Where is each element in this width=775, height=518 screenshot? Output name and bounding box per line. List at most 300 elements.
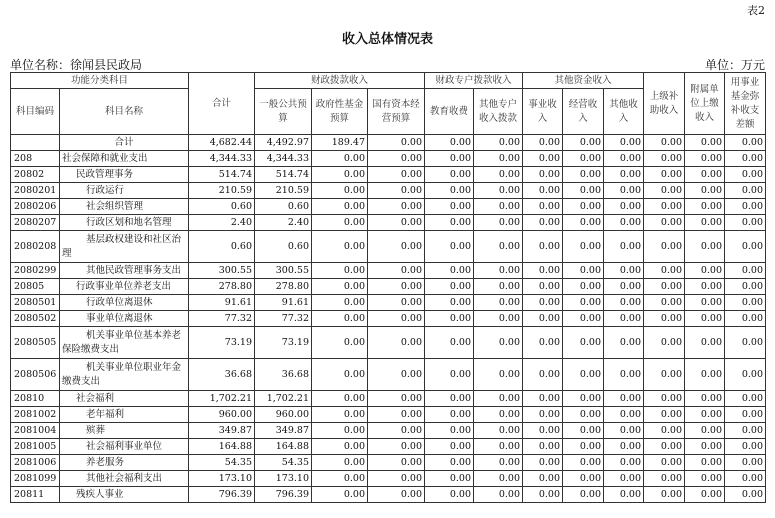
row-value: 0.00 <box>474 391 523 407</box>
row-value: 0.00 <box>685 167 725 183</box>
row-code: 20810 <box>11 391 60 407</box>
row-value: 0.00 <box>604 135 644 151</box>
table-row <box>11 183 766 199</box>
row-value: 0.00 <box>644 167 685 183</box>
row-value: 0.00 <box>725 263 766 279</box>
row-value: 0.00 <box>644 359 685 391</box>
row-value: 0.00 <box>563 327 604 359</box>
row-value: 0.00 <box>523 471 563 487</box>
row-code: 20811 <box>11 487 60 503</box>
row-value: 0.00 <box>523 359 563 391</box>
row-value: 0.00 <box>312 391 368 407</box>
row-value: 0.00 <box>368 391 425 407</box>
row-value: 0.00 <box>312 183 368 199</box>
row-name: 机关事业单位基本养老保险缴费支出 <box>60 327 189 359</box>
row-value: 0.00 <box>425 135 474 151</box>
row-value: 0.00 <box>725 199 766 215</box>
row-name: 基层政权建设和社区治理 <box>60 231 189 263</box>
row-value: 0.00 <box>563 487 604 503</box>
row-value: 0.00 <box>474 455 523 471</box>
row-value: 0.00 <box>368 135 425 151</box>
row-code: 208 <box>11 151 60 167</box>
row-value: 0.00 <box>725 231 766 263</box>
row-code: 2081099 <box>11 471 60 487</box>
header-func-cat: 功能分类科目 <box>11 73 189 89</box>
table-row <box>11 359 766 391</box>
table-row <box>11 391 766 407</box>
row-value: 0.00 <box>312 199 368 215</box>
row-value: 0.00 <box>523 199 563 215</box>
row-value: 0.00 <box>425 151 474 167</box>
row-name: 残疾人事业 <box>60 487 189 503</box>
row-value: 0.00 <box>604 311 644 327</box>
row-value: 54.35 <box>255 455 312 471</box>
row-value: 0.00 <box>474 423 523 439</box>
income-table <box>10 72 766 503</box>
row-value: 4,492.97 <box>255 135 312 151</box>
row-value: 0.00 <box>604 167 644 183</box>
row-value: 514.74 <box>189 167 255 183</box>
row-value: 960.00 <box>255 407 312 423</box>
table-row <box>11 455 766 471</box>
row-value: 2.40 <box>255 215 312 231</box>
row-value: 0.00 <box>425 263 474 279</box>
row-value: 210.59 <box>189 183 255 199</box>
header-fiscal: 财政拨款收入 <box>255 73 425 89</box>
row-value: 0.00 <box>685 391 725 407</box>
row-value: 0.00 <box>563 263 604 279</box>
row-value: 796.39 <box>255 487 312 503</box>
row-value: 0.00 <box>563 311 604 327</box>
row-value: 0.00 <box>312 295 368 311</box>
row-value: 0.00 <box>368 487 425 503</box>
row-value: 0.00 <box>604 439 644 455</box>
row-code <box>11 135 60 151</box>
row-value: 0.00 <box>725 423 766 439</box>
row-name: 其他社会福利支出 <box>60 471 189 487</box>
row-value: 0.00 <box>604 151 644 167</box>
row-value: 0.00 <box>604 407 644 423</box>
row-value: 0.00 <box>523 183 563 199</box>
row-value: 0.00 <box>523 167 563 183</box>
row-value: 0.00 <box>644 407 685 423</box>
row-code: 20802 <box>11 167 60 183</box>
row-code: 2081004 <box>11 423 60 439</box>
row-value: 0.00 <box>563 231 604 263</box>
row-value: 0.00 <box>425 199 474 215</box>
row-value: 0.00 <box>725 167 766 183</box>
row-value: 0.00 <box>425 279 474 295</box>
row-value: 0.00 <box>474 263 523 279</box>
row-value: 0.00 <box>725 295 766 311</box>
table-row <box>11 279 766 295</box>
row-value: 4,344.33 <box>255 151 312 167</box>
row-value: 0.00 <box>368 279 425 295</box>
row-value: 0.00 <box>644 215 685 231</box>
row-name: 社会组织管理 <box>60 199 189 215</box>
row-value: 0.00 <box>685 215 725 231</box>
row-value: 0.00 <box>563 391 604 407</box>
table-row <box>11 151 766 167</box>
table-row <box>11 231 766 263</box>
row-value: 0.60 <box>255 231 312 263</box>
row-value: 0.00 <box>644 263 685 279</box>
row-value: 0.00 <box>425 311 474 327</box>
row-value: 0.00 <box>425 407 474 423</box>
row-value: 0.00 <box>725 135 766 151</box>
row-value: 0.00 <box>312 167 368 183</box>
row-value: 73.19 <box>255 327 312 359</box>
row-value: 278.80 <box>189 279 255 295</box>
table-row <box>11 487 766 503</box>
row-value: 0.00 <box>425 391 474 407</box>
header-other-funds: 其他资金收入 <box>523 73 644 89</box>
table-row <box>11 199 766 215</box>
row-value: 0.00 <box>523 439 563 455</box>
header-total: 合计 <box>189 73 255 135</box>
row-value: 0.00 <box>685 295 725 311</box>
row-value: 0.00 <box>563 423 604 439</box>
table-row <box>11 167 766 183</box>
row-value: 0.00 <box>474 231 523 263</box>
row-value: 173.10 <box>255 471 312 487</box>
row-value: 0.00 <box>604 359 644 391</box>
row-value: 0.00 <box>644 231 685 263</box>
row-value: 91.61 <box>189 295 255 311</box>
row-value: 0.00 <box>563 183 604 199</box>
row-value: 173.10 <box>189 471 255 487</box>
row-code: 2080505 <box>11 327 60 359</box>
header-edu: 教育收费 <box>425 89 474 135</box>
row-value: 0.00 <box>725 183 766 199</box>
row-value: 0.00 <box>523 487 563 503</box>
row-value: 0.00 <box>685 407 725 423</box>
row-value: 0.00 <box>685 487 725 503</box>
row-value: 36.68 <box>189 359 255 391</box>
row-value: 0.00 <box>604 231 644 263</box>
row-value: 0.00 <box>644 279 685 295</box>
money-unit: 单位：万元 <box>704 58 765 72</box>
row-name: 其他民政管理事务支出 <box>60 263 189 279</box>
row-value: 1,702.21 <box>255 391 312 407</box>
row-value: 0.00 <box>563 439 604 455</box>
row-value: 0.00 <box>685 439 725 455</box>
row-value: 0.00 <box>725 359 766 391</box>
row-value: 0.00 <box>425 439 474 455</box>
row-value: 0.00 <box>604 487 644 503</box>
row-value: 0.00 <box>685 359 725 391</box>
header-govfund: 政府性基金预算 <box>312 89 368 135</box>
row-value: 0.00 <box>604 455 644 471</box>
row-value: 0.60 <box>189 199 255 215</box>
row-value: 0.00 <box>725 407 766 423</box>
row-value: 0.00 <box>312 311 368 327</box>
row-value: 0.00 <box>368 439 425 455</box>
row-value: 0.00 <box>644 455 685 471</box>
row-value: 0.00 <box>523 311 563 327</box>
row-value: 0.00 <box>312 359 368 391</box>
row-value: 0.00 <box>644 199 685 215</box>
row-value: 0.00 <box>563 151 604 167</box>
row-value: 0.00 <box>523 423 563 439</box>
row-value: 0.00 <box>563 455 604 471</box>
row-value: 0.00 <box>312 439 368 455</box>
row-value: 0.00 <box>523 151 563 167</box>
row-value: 0.00 <box>474 135 523 151</box>
row-value: 0.00 <box>685 183 725 199</box>
row-value: 0.00 <box>563 199 604 215</box>
row-code: 2080501 <box>11 295 60 311</box>
row-value: 0.00 <box>523 455 563 471</box>
row-value: 0.00 <box>685 311 725 327</box>
row-value: 0.00 <box>725 151 766 167</box>
table-row <box>11 423 766 439</box>
row-value: 0.00 <box>523 215 563 231</box>
row-value: 0.00 <box>474 199 523 215</box>
row-value: 0.00 <box>523 295 563 311</box>
header-reserve: 用事业基金弥补收支差额 <box>725 73 766 135</box>
row-value: 54.35 <box>189 455 255 471</box>
row-name: 事业单位离退休 <box>60 311 189 327</box>
row-value: 0.00 <box>368 359 425 391</box>
header-state: 国有资本经营预算 <box>368 89 425 135</box>
row-value: 0.00 <box>368 407 425 423</box>
row-value: 0.00 <box>368 183 425 199</box>
row-value: 0.00 <box>368 199 425 215</box>
row-value: 210.59 <box>255 183 312 199</box>
row-code: 2081002 <box>11 407 60 423</box>
row-value: 0.00 <box>523 391 563 407</box>
row-name: 合计 <box>60 135 189 151</box>
row-value: 0.00 <box>312 279 368 295</box>
row-value: 0.00 <box>644 311 685 327</box>
header-superior: 上级补助收入 <box>644 73 685 135</box>
table-row <box>11 439 766 455</box>
row-value: 4,344.33 <box>189 151 255 167</box>
row-value: 0.00 <box>523 407 563 423</box>
row-value: 0.00 <box>312 263 368 279</box>
row-value: 0.00 <box>368 471 425 487</box>
row-value: 36.68 <box>255 359 312 391</box>
table-number: 表2 <box>747 4 765 17</box>
row-name: 行政单位离退休 <box>60 295 189 311</box>
row-value: 0.00 <box>368 423 425 439</box>
row-name: 养老服务 <box>60 455 189 471</box>
row-value: 0.00 <box>685 423 725 439</box>
header-general: 一般公共预算 <box>255 89 312 135</box>
row-value: 0.00 <box>725 391 766 407</box>
row-value: 0.00 <box>474 279 523 295</box>
row-value: 0.00 <box>312 471 368 487</box>
row-value: 0.00 <box>725 471 766 487</box>
row-value: 0.00 <box>368 231 425 263</box>
row-name: 老年福利 <box>60 407 189 423</box>
row-value: 0.00 <box>644 327 685 359</box>
row-value: 0.00 <box>563 279 604 295</box>
row-value: 0.00 <box>425 295 474 311</box>
row-value: 0.00 <box>685 199 725 215</box>
table-row <box>11 295 766 311</box>
header-name: 科目名称 <box>60 89 189 135</box>
row-name: 行政运行 <box>60 183 189 199</box>
unit-name: 单位名称：徐闻县民政局 <box>10 58 143 72</box>
row-value: 164.88 <box>255 439 312 455</box>
row-value: 91.61 <box>255 295 312 311</box>
row-value: 0.00 <box>725 487 766 503</box>
row-value: 0.00 <box>644 295 685 311</box>
row-value: 2.40 <box>189 215 255 231</box>
row-value: 0.00 <box>604 263 644 279</box>
row-value: 0.00 <box>685 471 725 487</box>
row-value: 1,702.21 <box>189 391 255 407</box>
row-value: 0.00 <box>474 471 523 487</box>
row-value: 0.00 <box>425 327 474 359</box>
row-value: 0.00 <box>425 215 474 231</box>
row-value: 0.00 <box>725 455 766 471</box>
row-value: 0.00 <box>368 295 425 311</box>
page-title: 收入总体情况表 <box>341 32 433 47</box>
row-value: 0.00 <box>685 151 725 167</box>
row-value: 0.00 <box>685 135 725 151</box>
row-value: 0.00 <box>425 423 474 439</box>
row-value: 0.00 <box>523 135 563 151</box>
row-value: 0.00 <box>644 439 685 455</box>
row-value: 0.00 <box>523 279 563 295</box>
row-value: 0.00 <box>368 215 425 231</box>
row-value: 0.00 <box>425 231 474 263</box>
row-name: 民政管理事务 <box>60 167 189 183</box>
row-value: 0.00 <box>644 423 685 439</box>
row-name: 社会福利 <box>60 391 189 407</box>
row-value: 0.00 <box>368 455 425 471</box>
row-value: 0.00 <box>425 183 474 199</box>
row-value: 0.00 <box>563 135 604 151</box>
row-value: 0.00 <box>474 295 523 311</box>
row-value: 300.55 <box>189 263 255 279</box>
row-value: 0.00 <box>425 167 474 183</box>
table-row <box>11 135 766 151</box>
row-value: 0.00 <box>425 455 474 471</box>
row-value: 0.00 <box>604 295 644 311</box>
row-value: 4,682.44 <box>189 135 255 151</box>
row-value: 0.00 <box>368 263 425 279</box>
row-value: 0.00 <box>563 359 604 391</box>
row-value: 0.00 <box>644 151 685 167</box>
row-value: 0.00 <box>604 183 644 199</box>
row-value: 164.88 <box>189 439 255 455</box>
row-code: 2080299 <box>11 263 60 279</box>
row-value: 0.00 <box>523 231 563 263</box>
row-value: 0.00 <box>425 471 474 487</box>
header-affiliated: 附属单位上缴收入 <box>685 73 725 135</box>
row-value: 0.00 <box>604 215 644 231</box>
row-value: 0.00 <box>474 167 523 183</box>
row-value: 0.00 <box>563 167 604 183</box>
row-value: 0.00 <box>725 215 766 231</box>
row-code: 2080506 <box>11 359 60 391</box>
row-value: 796.39 <box>189 487 255 503</box>
row-value: 349.87 <box>189 423 255 439</box>
row-value: 0.00 <box>563 215 604 231</box>
row-value: 0.00 <box>604 327 644 359</box>
header-other: 其他收入 <box>604 89 644 135</box>
row-name: 殡葬 <box>60 423 189 439</box>
row-value: 0.00 <box>563 471 604 487</box>
row-value: 0.00 <box>312 455 368 471</box>
row-value: 0.00 <box>474 359 523 391</box>
row-value: 278.80 <box>255 279 312 295</box>
row-name: 行政事业单位养老支出 <box>60 279 189 295</box>
row-value: 0.00 <box>474 487 523 503</box>
row-code: 2080206 <box>11 199 60 215</box>
row-value: 0.00 <box>312 487 368 503</box>
row-value: 0.00 <box>474 311 523 327</box>
row-value: 0.00 <box>644 471 685 487</box>
row-code: 20805 <box>11 279 60 295</box>
row-value: 0.00 <box>725 279 766 295</box>
row-value: 0.00 <box>312 327 368 359</box>
row-value: 0.00 <box>312 215 368 231</box>
row-value: 0.00 <box>312 423 368 439</box>
row-value: 0.00 <box>685 455 725 471</box>
row-name: 社会福利事业单位 <box>60 439 189 455</box>
header-code: 科目编码 <box>11 89 60 135</box>
row-code: 2080201 <box>11 183 60 199</box>
table-row <box>11 215 766 231</box>
row-value: 0.00 <box>474 151 523 167</box>
row-value: 0.00 <box>523 327 563 359</box>
header-special: 财政专户拨款收入 <box>425 73 523 89</box>
header-other-special: 其他专户收入拨款 <box>474 89 523 135</box>
row-value: 300.55 <box>255 263 312 279</box>
header-operating: 经营收入 <box>563 89 604 135</box>
row-value: 0.00 <box>604 199 644 215</box>
row-value: 77.32 <box>255 311 312 327</box>
row-value: 0.00 <box>644 487 685 503</box>
table-row <box>11 407 766 423</box>
row-name: 行政区划和地名管理 <box>60 215 189 231</box>
table-row <box>11 471 766 487</box>
table-body <box>11 135 766 503</box>
row-value: 0.00 <box>474 407 523 423</box>
row-value: 0.00 <box>312 151 368 167</box>
table-row <box>11 311 766 327</box>
row-value: 189.47 <box>312 135 368 151</box>
row-name: 机关事业单位职业年金缴费支出 <box>60 359 189 391</box>
row-value: 0.00 <box>725 439 766 455</box>
row-code: 2080502 <box>11 311 60 327</box>
row-value: 0.00 <box>644 135 685 151</box>
row-value: 0.00 <box>474 439 523 455</box>
row-value: 0.00 <box>644 391 685 407</box>
row-value: 514.74 <box>255 167 312 183</box>
row-value: 0.00 <box>725 327 766 359</box>
row-value: 0.00 <box>604 279 644 295</box>
row-value: 77.32 <box>189 311 255 327</box>
row-value: 0.00 <box>563 407 604 423</box>
row-value: 0.60 <box>189 231 255 263</box>
row-code: 2081006 <box>11 455 60 471</box>
row-value: 0.00 <box>685 279 725 295</box>
row-name: 社会保障和就业支出 <box>60 151 189 167</box>
row-value: 0.00 <box>725 311 766 327</box>
row-value: 0.00 <box>563 295 604 311</box>
row-value: 0.00 <box>425 359 474 391</box>
row-value: 0.00 <box>604 391 644 407</box>
row-value: 0.00 <box>312 231 368 263</box>
row-value: 0.00 <box>604 471 644 487</box>
table-row <box>11 263 766 279</box>
